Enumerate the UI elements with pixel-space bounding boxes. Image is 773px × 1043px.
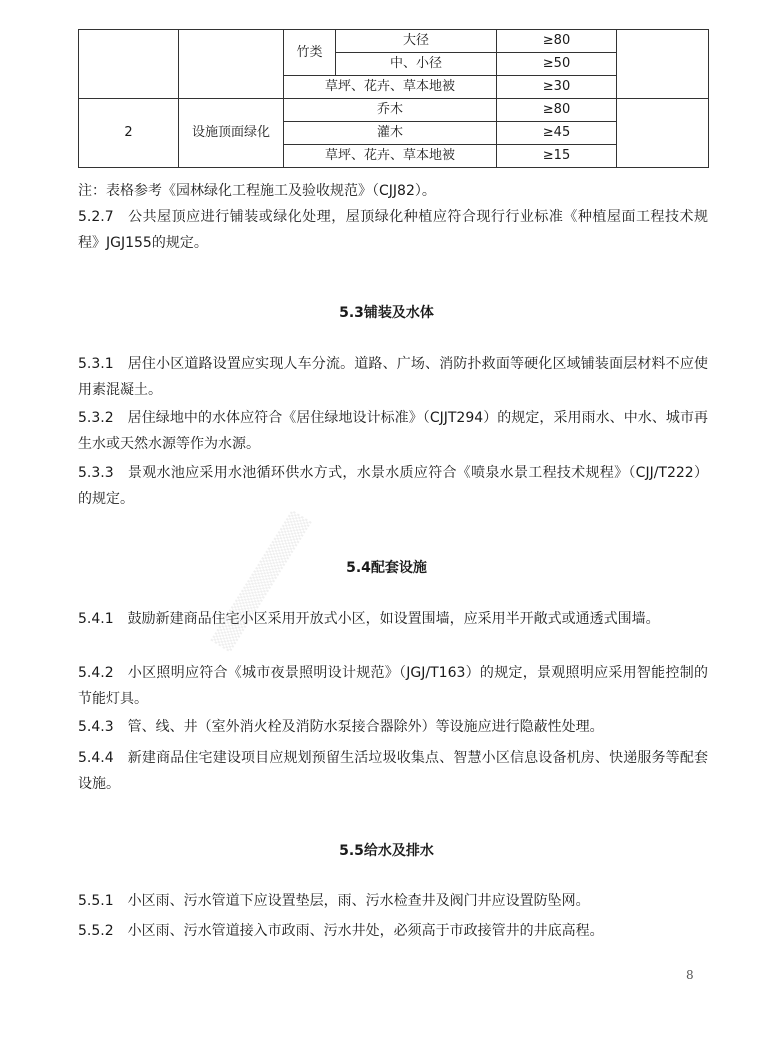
section-heading: 5.5给水及排水 (339, 843, 434, 859)
table-cell (617, 30, 709, 99)
clause-5-5-1 (78, 888, 708, 914)
clause-text: 公共屋顶应进行铺装或绿化处理，屋顶绿化种植应符合现行行业标准《种植屋面工程技术规程》JGJ155的规定。 (78, 209, 708, 251)
table-cell: 2 (79, 99, 179, 168)
table-cell: 乔木 (284, 99, 497, 122)
table-cell: 草坪、花卉、草本地被 (284, 145, 497, 168)
clause-text: 管、线、井（室外消火栓及消防水泵接合器除外）等设施应进行隐蔽性处理。 (127, 719, 604, 735)
clause-number: 5.5.1 (78, 893, 114, 909)
clause-text: 小区雨、污水管道接入市政雨、污水井处，必须高于市政接管井的井底高程。 (127, 923, 604, 939)
clause-number: 5.4.4 (78, 750, 114, 766)
table-cell: 大径 (336, 30, 497, 53)
table-cell: ≥50 (497, 53, 617, 76)
table-cell: 灌木 (284, 122, 497, 145)
section-heading: 5.4配套设施 (346, 560, 427, 576)
clause-5-4-2 (78, 660, 708, 712)
clause-5-2-7 (78, 204, 708, 256)
table-cell (617, 99, 709, 168)
clause-number: 5.4.1 (78, 611, 114, 627)
section-heading: 5.3铺装及水体 (339, 305, 434, 321)
table-cell: 中、小径 (336, 53, 497, 76)
clause-text: 新建商品住宅建设项目应规划预留生活垃圾收集点、智慧小区信息设备机房、快递服务等配套设施。 (78, 750, 708, 792)
table-cell (79, 30, 179, 99)
clause-number: 5.4.3 (78, 719, 114, 735)
table-cell: 草坪、花卉、草本地被 (284, 76, 497, 99)
table-cell (179, 30, 284, 99)
greening-spec-table (78, 29, 709, 168)
clause-5-3-2 (78, 405, 708, 457)
clause-number: 5.3.2 (78, 410, 114, 426)
table-row (79, 99, 709, 122)
clause-number: 5.5.2 (78, 923, 114, 939)
clause-number: 5.3.3 (78, 465, 114, 481)
clause-number: 5.3.1 (78, 356, 114, 372)
clause-5-5-2 (78, 918, 708, 944)
clause-5-3-1 (78, 351, 708, 403)
table-cell: ≥45 (497, 122, 617, 145)
clause-5-3-3 (78, 460, 708, 512)
clause-text: 居住小区道路设置应实现人车分流。道路、广场、消防扑救面等硬化区域铺装面层材料不应使用素混凝土。 (78, 356, 708, 398)
table-cell: 设施顶面绿化 (179, 99, 284, 168)
page-number: 8 (686, 968, 694, 982)
clause-number: 5.4.2 (78, 665, 114, 681)
table-cell: ≥15 (497, 145, 617, 168)
clause-5-4-3 (78, 714, 708, 740)
clause-text: 小区雨、污水管道下应设置垫层，雨、污水检查井及阀门井应设置防坠网。 (127, 893, 590, 909)
clause-number: 5.2.7 (78, 209, 114, 225)
clause-text: 景观水池应采用水池循环供水方式，水景水质应符合《喷泉水景工程技术规程》（CJJ/T222）的规定。 (78, 465, 708, 507)
clause-text: 小区照明应符合《城市夜景照明设计规范》（JGJ/T163）的规定，景观照明应采用智能控制的节能灯具。 (78, 665, 708, 707)
table-cell: ≥30 (497, 76, 617, 99)
watermark: ▒▒▒▒▒▒▒▒▒▒ (210, 509, 312, 653)
clause-5-4-1 (78, 606, 708, 632)
clause-text: 鼓励新建商品住宅小区采用开放式小区，如设置围墙，应采用半开敞式或通透式围墙。 (127, 611, 660, 627)
table-row (79, 30, 709, 53)
table-cell: ≥80 (497, 30, 617, 53)
table-note: 注：表格参考《园林绿化工程施工及验收规范》（CJJ82）。 (78, 183, 436, 199)
clause-text: 居住绿地中的水体应符合《居住绿地设计标准》（CJJT294）的规定，采用雨水、中水、城市再生水或天然水源等作为水源。 (78, 410, 708, 452)
table-cell: ≥80 (497, 99, 617, 122)
table-cell: 竹类 (284, 30, 336, 76)
clause-5-4-4 (78, 745, 708, 797)
